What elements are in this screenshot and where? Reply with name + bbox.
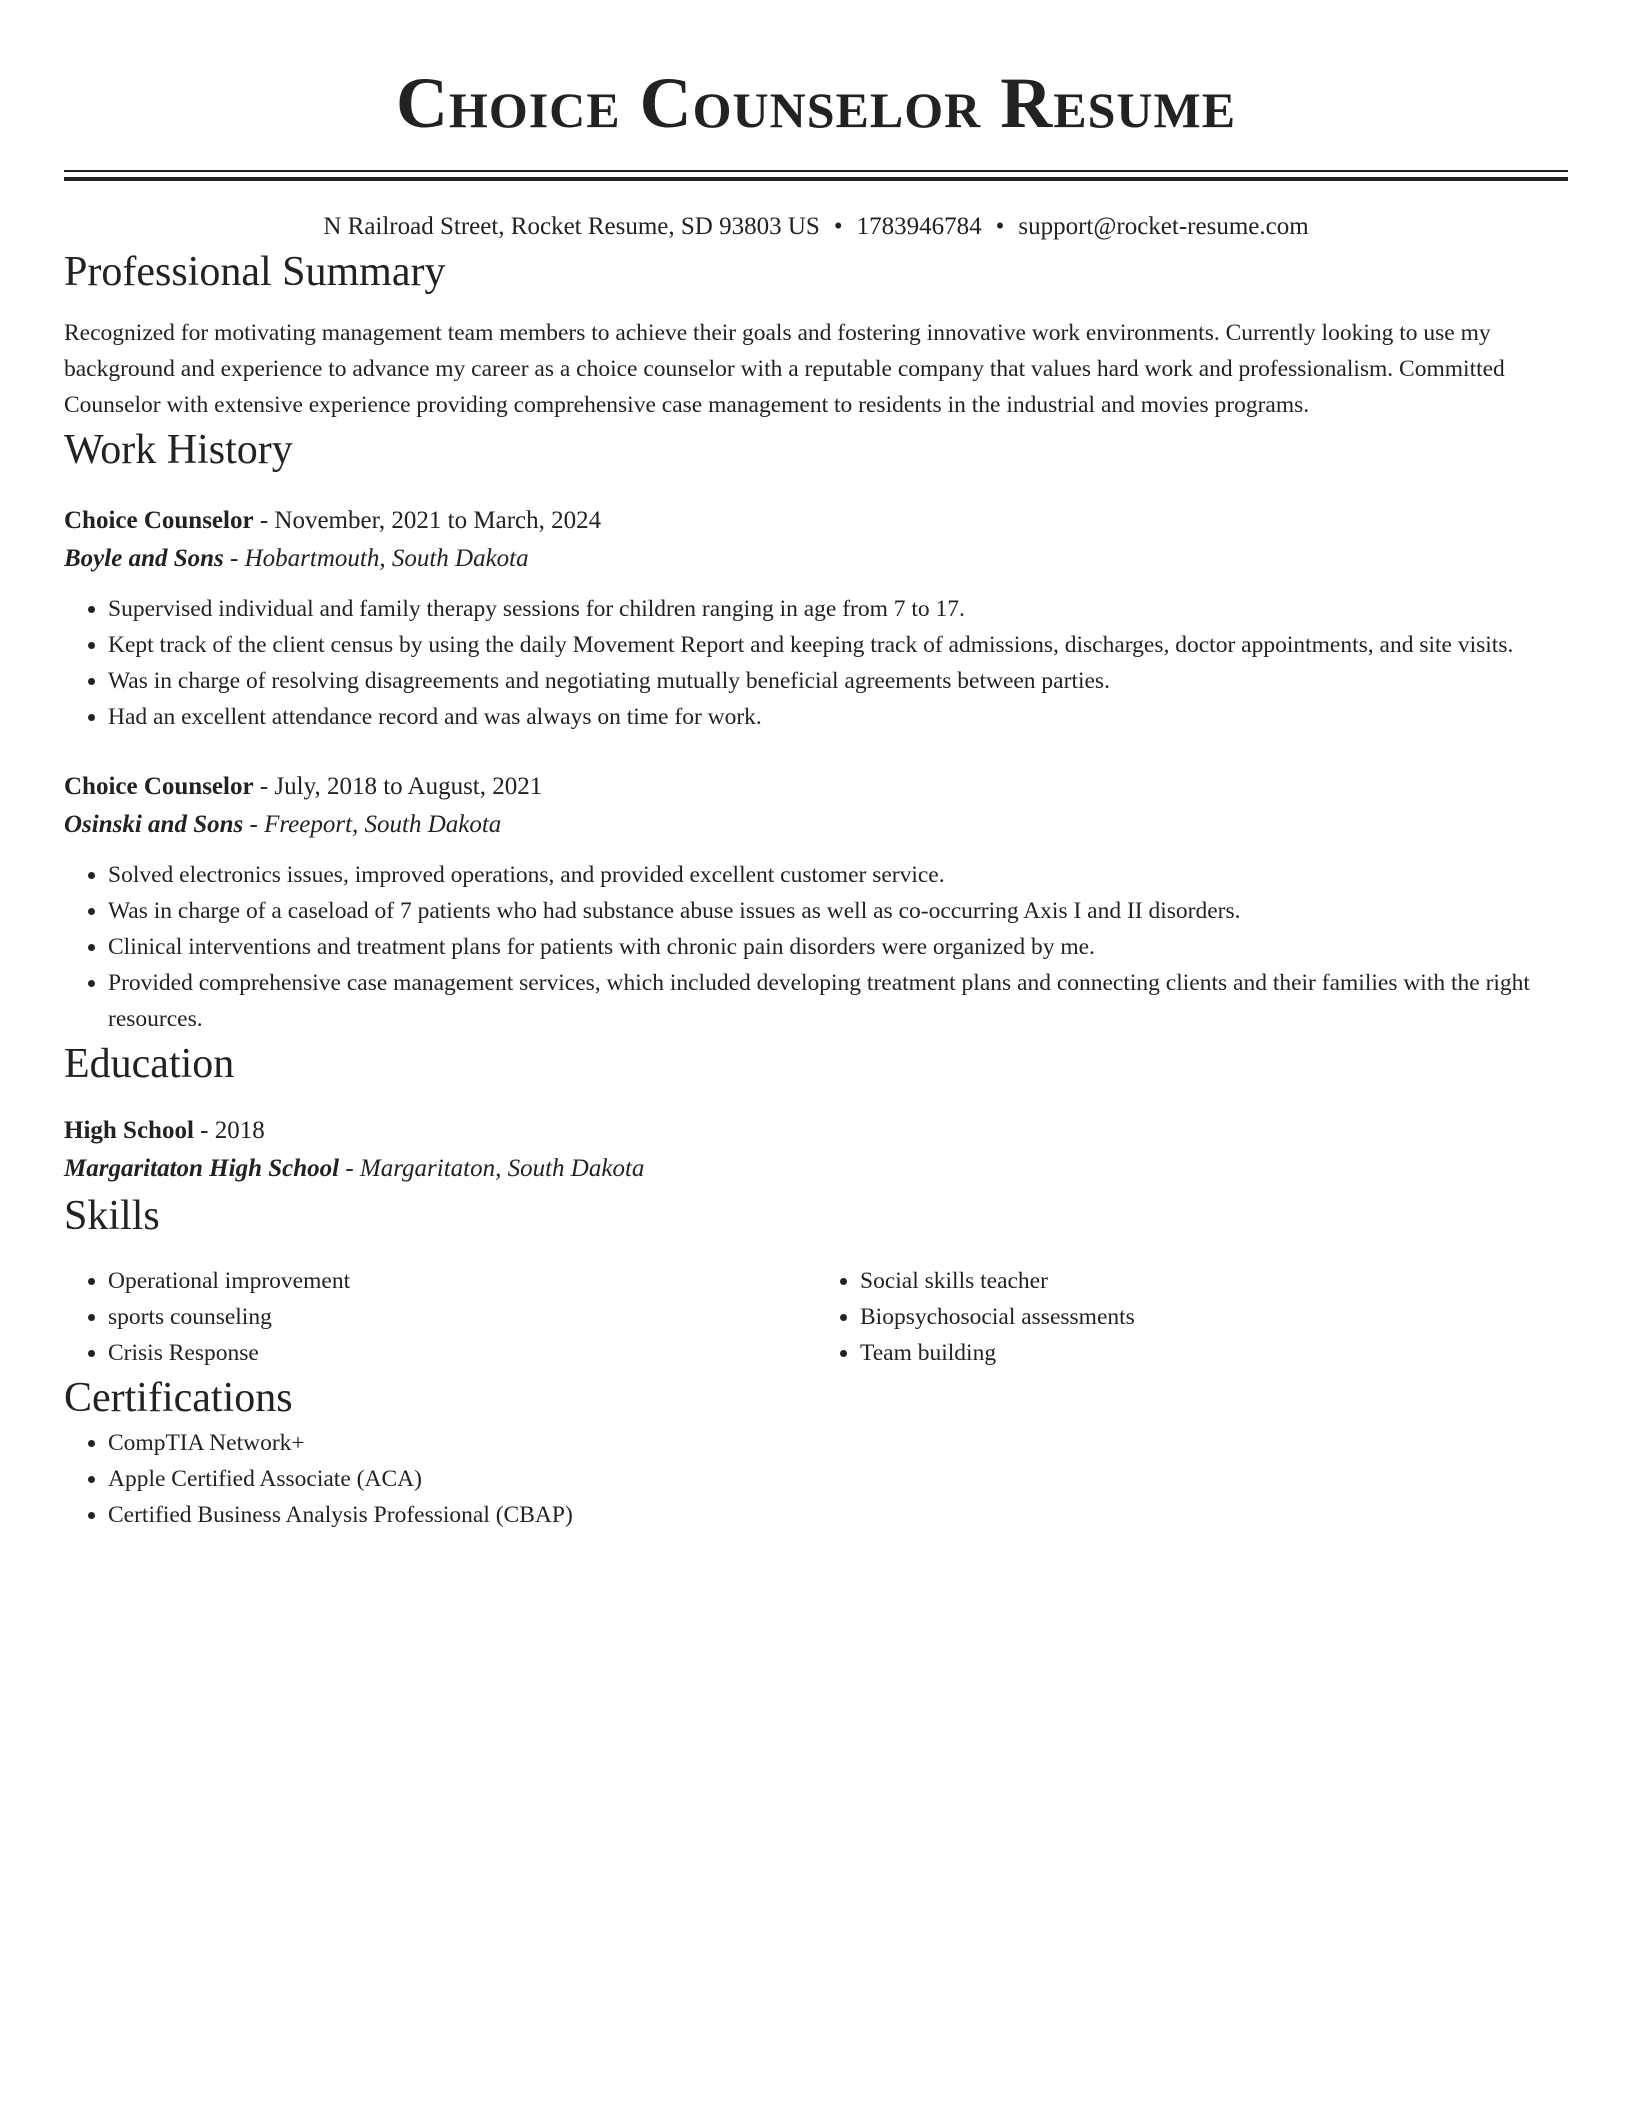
- job-company-line: [64, 805, 1568, 845]
- skills-heading: Skills: [64, 1193, 160, 1239]
- dash: -: [223, 545, 245, 572]
- dash: -: [243, 811, 265, 838]
- job-title-line: [64, 503, 1568, 539]
- job-location: Freeport, South Dakota: [264, 811, 502, 838]
- list-item: • Team building: [860, 1335, 1568, 1371]
- education-entry: [64, 1113, 1568, 1189]
- skills-grid: [64, 1263, 1568, 1371]
- list-item: • Crisis Response: [108, 1335, 816, 1371]
- list-item: • Had an excellent attendance record and was always on time for work.: [108, 699, 1568, 735]
- certifications-list: [64, 1425, 1568, 1533]
- title-divider: [64, 170, 1568, 181]
- contact-separator: •: [995, 213, 1005, 240]
- list-item: • Was in charge of resolving disagreements and negotiating mutually beneficial agreements between parties.: [108, 663, 1568, 699]
- job-company-line: [64, 539, 1568, 579]
- school-line: [64, 1149, 1568, 1189]
- list-item: • Certified Business Analysis Professional (CBAP): [108, 1497, 1568, 1533]
- contact-separator: •: [833, 213, 843, 240]
- contact-email: support@rocket-resume.com: [1018, 213, 1309, 240]
- job-company: Boyle and Sons: [64, 545, 224, 572]
- degree-line: [64, 1113, 1568, 1149]
- job-title: Choice Counselor: [64, 507, 254, 534]
- job-duties-list: [64, 857, 1568, 1037]
- job-title: Choice Counselor: [64, 773, 254, 800]
- skills-list-left: [64, 1263, 816, 1371]
- dash: -: [253, 773, 275, 800]
- school-location: Margaritaton, South Dakota: [359, 1155, 645, 1182]
- school-name: Margaritaton High School: [64, 1155, 340, 1182]
- list-item: • Was in charge of a caseload of 7 patients who had substance abuse issues as well as co-occurring Axis I and II disorders.: [108, 893, 1568, 929]
- list-item: • Apple Certified Associate (ACA): [108, 1461, 1568, 1497]
- job-dates: November, 2021 to March, 2024: [274, 507, 602, 534]
- job-company: Osinski and Sons: [64, 811, 244, 838]
- contact-address: N Railroad Street, Rocket Resume, SD 93803 US: [323, 213, 820, 240]
- job-entry: [64, 503, 1568, 735]
- list-item: • sports counseling: [108, 1299, 816, 1335]
- summary-text: Recognized for motivating management team members to achieve their goals and fostering innovative work environments. Currently looking to use my background and experience to advance my career as a choice counselor with a reputable company that values hard work and professionalism. Committed Counselor with extensive experience providing comprehensive case management to residents in the industrial and movies programs.: [64, 320, 1505, 418]
- dash: -: [339, 1155, 360, 1182]
- contact-line: [64, 209, 1568, 245]
- list-item: • Kept track of the client census by using the daily Movement Report and keeping track of admissions, discharges, doctor appointments, and site visits.: [108, 627, 1568, 663]
- job-dates: July, 2018 to August, 2021: [274, 773, 543, 800]
- resume-title: Choice Counselor Resume: [395, 63, 1237, 143]
- summary-heading: Professional Summary: [64, 249, 446, 295]
- dash: -: [253, 507, 275, 534]
- skills-list-right: [816, 1263, 1568, 1371]
- list-item: • Solved electronics issues, improved operations, and provided excellent customer service.: [108, 857, 1568, 893]
- job-entry: [64, 769, 1568, 1037]
- degree: High School: [64, 1117, 194, 1144]
- job-location: Hobartmouth, South Dakota: [244, 545, 529, 572]
- work-history-heading: Work History: [64, 427, 293, 473]
- list-item: • Provided comprehensive case management services, which included developing treatment plans and connecting clients and their families with the right resources.: [108, 965, 1568, 1037]
- dash: -: [193, 1117, 215, 1144]
- list-item: • Supervised individual and family therapy sessions for children ranging in age from 7 to 17.: [108, 591, 1568, 627]
- contact-phone: 1783946784: [856, 213, 982, 240]
- education-heading: Education: [64, 1041, 235, 1087]
- job-title-line: [64, 769, 1568, 805]
- list-item: • Biopsychosocial assessments: [860, 1299, 1568, 1335]
- list-item: • Clinical interventions and treatment plans for patients with chronic pain disorders were organized by me.: [108, 929, 1568, 965]
- list-item: • CompTIA Network+: [108, 1425, 1568, 1461]
- list-item: • Social skills teacher: [860, 1263, 1568, 1299]
- certifications-heading: Certifications: [64, 1375, 293, 1421]
- graduation-year: 2018: [214, 1117, 265, 1144]
- list-item: • Operational improvement: [108, 1263, 816, 1299]
- job-duties-list: [64, 591, 1568, 735]
